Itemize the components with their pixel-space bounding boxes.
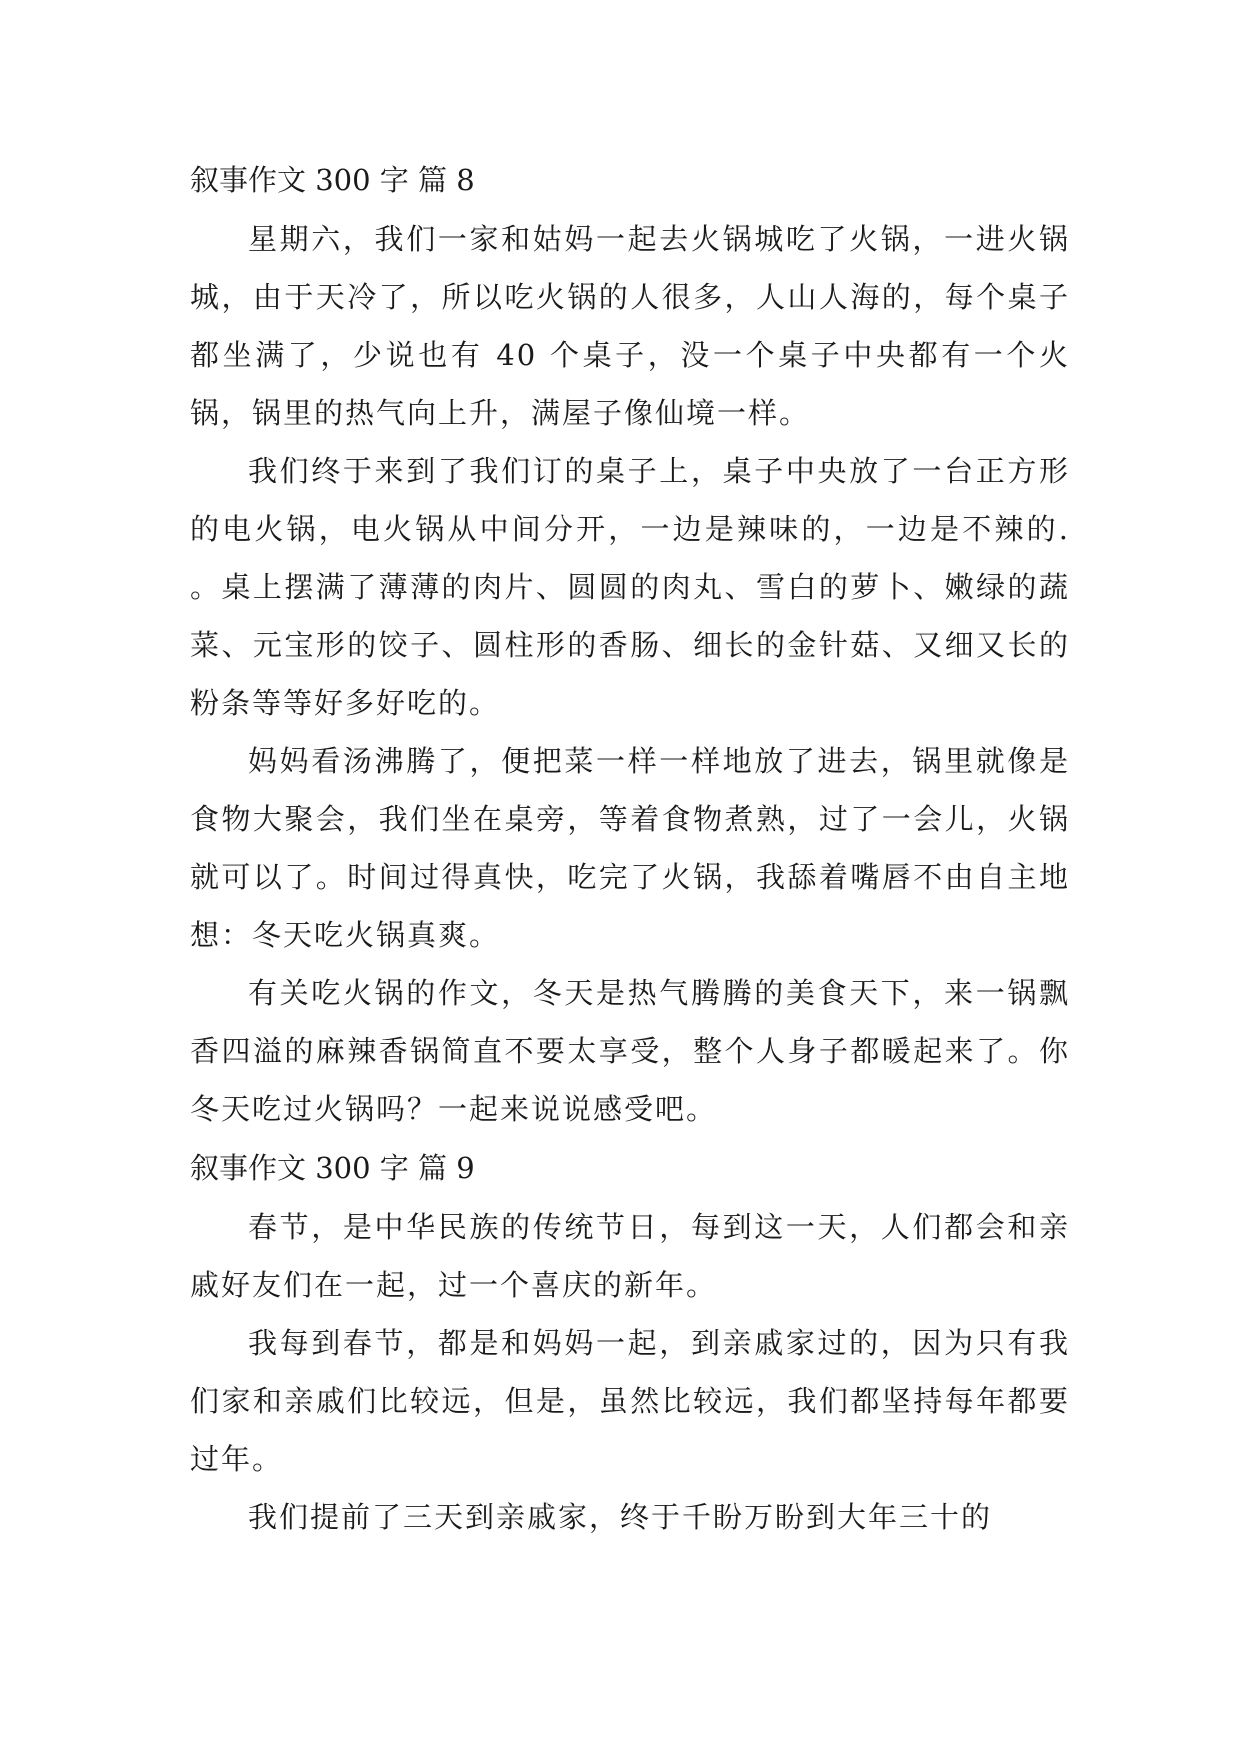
paragraph: 妈妈看汤沸腾了，便把菜一样一样地放了进去，锅里就像是食物大聚会，我们坐在桌旁，等着食物煮熟，过了一会儿，火锅就可以了。时间过得真快，吃完了火锅，我舔着嘴唇不由自主地想：冬天吃火锅真爽。 xyxy=(190,744,1070,952)
paragraph: 春节，是中华民族的传统节日，每到这一天，人们都会和亲戚好友们在一起，过一个喜庆的新年。 xyxy=(190,1210,1070,1302)
paragraph: 星期六，我们一家和姑妈一起去火锅城吃了火锅，一进火锅城，由于天冷了，所以吃火锅的人很多，人山人海的，每个桌子都坐满了，少说也有 40 个桌子，没一个桌子中央都有一个火锅，锅里的热气向上升，满屋子像仙境一样。 xyxy=(190,222,1070,430)
section-8 xyxy=(190,150,1070,1138)
paragraph: 我们提前了三天到亲戚家，终于千盼万盼到大年三十的 xyxy=(248,1500,993,1534)
section-heading: 叙事作文 300 字 篇 9 xyxy=(190,1151,475,1185)
paragraph: 我们终于来到了我们订的桌子上，桌子中央放了一台正方形的电火锅，电火锅从中间分开，一边是辣味的，一边是不辣的. 。桌上摆满了薄薄的肉片、圆圆的肉丸、雪白的萝卜、嫩绿的蔬菜、元宝形的饺子、圆柱形的香肠、细长的金针菇、又细又长的粉条等等好多好吃的。 xyxy=(190,454,1070,720)
section-9 xyxy=(190,1138,1070,1546)
document-page xyxy=(190,150,1070,1546)
paragraph: 我每到春节，都是和妈妈一起，到亲戚家过的，因为只有我们家和亲戚们比较远，但是，虽然比较远，我们都坚持每年都要过年。 xyxy=(190,1326,1070,1476)
paragraph: 有关吃火锅的作文，冬天是热气腾腾的美食天下，来一锅飘香四溢的麻辣香锅简直不要太享受，整个人身子都暖起来了。你冬天吃过火锅吗？一起来说说感受吧。 xyxy=(190,976,1070,1126)
section-heading: 叙事作文 300 字 篇 8 xyxy=(190,163,475,197)
